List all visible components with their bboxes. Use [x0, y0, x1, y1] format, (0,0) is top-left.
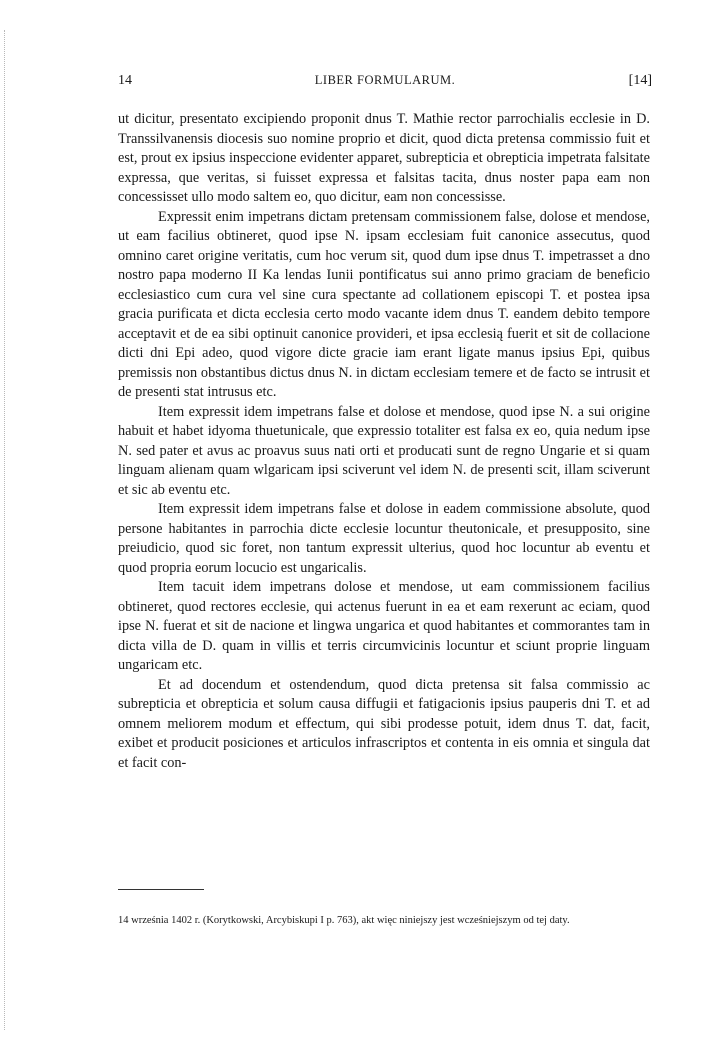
paragraph: ut dicitur, presentato excipiendo proponit dnus T. Mathie rector parrochialis ecclesie in D. Transsilvanensis diocesis suo nomine proprio et dicit, quod dicta pretensa commissio fuit et est, prout ex ipsius inspeccione evidenter apparet, subrepticia et obrepticia impetrata falsitate expressa, que veritas, si fuisset expressa et falsitas tacita, dnus noster papa eam non concessisset ullo modo saltem eo, quo dicitur, eam non concessisse.	[118, 111, 650, 205]
paragraph: Item expressit idem impetrans false et dolose et mendose, quod ipse N. a sui origine habuit et habet idyoma thuetunicale, que expressio totaliter est falsa ex eo, quia nedum ipse N. sed pater et avus ac proavus suus nati orti et producati sunt de regno Ungarie et si quam linguam alienam quam wlgaricam ipsi sciverunt vel idem N. de presenti scit, illam sciverunt et sic ab eventu etc.	[118, 403, 650, 498]
page-number: 14	[118, 73, 132, 88]
document-number: [14]	[628, 73, 652, 88]
running-title: LIBER FORMULARUM.	[314, 73, 456, 87]
paragraph: Expressit enim impetrans dictam pretensam commissionem false, dolose et mendose, ut eam facilius obtineret, quod ipse N. ipsam ecclesiam fuit canonice assecutus, quod omnino caret origine veritatis, cum hoc verum sit, quod dum ipse dnus T. impetrasset a dno nostro papa moderno II Ka lendas Iunii pontificatus sui anno primo graciam de beneficio ecclesiastico cum cura vel sine cura spectante ad collationem episcopi T. et postea ipsa gracia purificata et dicta ecclesia certo modo vacante idem dnus T. eandem debito tempore acceptavit et de ea sibi optinuit canonice provideri, et ipsa ecclesią fuerit et sit de collacione dicti dni Epi adeo, quod vigore dicte gracie iam erant ligate manus ipsius Epi, quibus premissis non obstantibus dictus dnus N. in dictam ecclesiam temere et de facto se intrusit et de presenti stat intrusus etc.	[118, 208, 650, 400]
paragraph: Item expressit idem impetrans false et dolose in eadem commissione absolute, quod persone habitantes in parrochia dicte ecclesie locuntur theutonicale, et presupposito, sine preiudicio, quod sic foret, non tantum expressit ulterius, quod hoc locuntur ab eventu et quod propria eorum locucio est ungaricalis.	[118, 501, 650, 576]
footnote-rule	[118, 889, 204, 890]
paragraph: Item tacuit idem impetrans dolose et mendose, ut eam commissionem facilius obtineret, quod rectores ecclesie, qui actenus fuerunt in ea et eam rexerunt ac eciam, quod ipse N. fuerat et sit de nacione et lingwa ungarica et quod habitantes et commorantes tam in dicta villa de D. quam in villis et terris circumvicinis locuntur et sciunt proprie linguam ungaricam etc.	[118, 579, 650, 673]
binding-edge	[4, 30, 8, 1030]
body-text	[118, 110, 650, 773]
page-header	[118, 73, 652, 93]
footnote: 14 września 1402 r. (Korytkowski, Arcybiskupi I p. 763), akt więc niniejszy jest wcześniejszym od tej daty.	[118, 915, 570, 926]
paragraph: Et ad docendum et ostendendum, quod dicta pretensa sit falsa commissio ac subrepticia et obrepticia et solum causa diffugii et fatigacionis ipsius pauperis dni T. et ad omnem meliorem modum et effectum, qui sibi prodesse potuit, idem dnus T. dat, facit, exibet et producit posiciones et articulos infrascriptos et contenta in eis omnia et singula dat et facit con-	[118, 676, 650, 771]
